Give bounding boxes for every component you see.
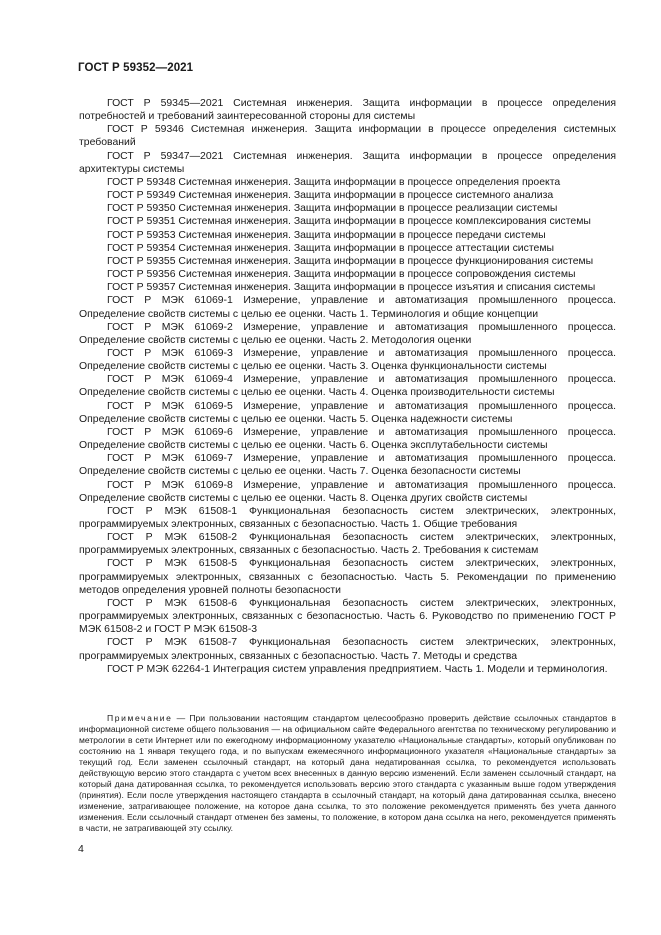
page-number: 4 <box>78 843 84 855</box>
reference-item: ГОСТ Р 59355 Системная инженерия. Защита информации в процессе функционирования системы <box>107 255 594 267</box>
reference-item: ГОСТ Р МЭК 61508-7 Функциональная безопасность систем электрических, электронных, программируемых электронных, связанных с безопасностью. Часть 7. Методы и средства <box>79 637 616 662</box>
note-paragraph <box>79 713 616 835</box>
reference-list <box>79 97 616 676</box>
reference-item: ГОСТ Р МЭК 61069-1 Измерение, управление и автоматизация промышленного процесса. Определение свойств системы с целью ее оценки. Часть 1. Терминология и общие концепции <box>79 295 616 320</box>
reference-item: ГОСТ Р МЭК 61069-4 Измерение, управление и автоматизация промышленного процесса. Определение свойств системы с целью ее оценки. Часть 4. Оценка производительности системы <box>79 374 616 399</box>
reference-item: ГОСТ Р 59350 Системная инженерия. Защита информации в процессе реализации системы <box>107 203 558 215</box>
reference-item: ГОСТ Р МЭК 61069-3 Измерение, управление и автоматизация промышленного процесса. Определение свойств системы с целью ее оценки. Часть 3. Оценка функциональности системы <box>79 347 616 373</box>
reference-item: ГОСТ Р 59351 Системная инженерия. Защита информации в процессе комплексирования системы <box>107 216 591 228</box>
reference-item: ГОСТ Р 59346 Системная инженерия. Защита информации в процессе определения системных требований <box>79 124 616 149</box>
reference-item: ГОСТ Р МЭК 61069-7 Измерение, управление и автоматизация промышленного процесса. Определение свойств системы с целью ее оценки. Часть 7. Оценка безопасности системы <box>79 453 616 478</box>
reference-item: ГОСТ Р МЭК 61508-1 Функциональная безопасность систем электрических, электронных, программируемых электронных, связанных с безопасностью. Часть 1. Общие требования <box>79 505 616 530</box>
note-label: Примечание <box>107 712 173 723</box>
reference-item: ГОСТ Р 59349 Системная инженерия. Защита информации в процессе системного анализа <box>107 190 554 202</box>
reference-item: ГОСТ Р МЭК 61508-5 Функциональная безопасность систем электрических, электронных, программируемых электронных, связанных с безопасностью. Часть 5. Рекомендации по применению методов определения уровней полноты безопасности <box>79 558 616 596</box>
reference-item: ГОСТ Р МЭК 62264-1 Интеграция систем управления предприятием. Часть 1. Модели и терминология. <box>107 663 608 675</box>
reference-item: ГОСТ Р 59347—2021 Системная инженерия. Защита информации в процессе определения архитектуры системы <box>79 150 616 175</box>
reference-item: ГОСТ Р МЭК 61069-5 Измерение, управление и автоматизация промышленного процесса. Определение свойств системы с целью ее оценки. Часть 5. Оценка надежности системы <box>79 400 616 425</box>
reference-item: ГОСТ Р МЭК 61069-6 Измерение, управление и автоматизация промышленного процесса. Определение свойств системы с целью ее оценки. Часть 6. Оценка эксплутабельности системы <box>79 426 616 452</box>
document-header: ГОСТ Р 59352—2021 <box>78 62 194 74</box>
reference-item: ГОСТ Р 59356 Системная инженерия. Защита информации в процессе сопровождения системы <box>107 269 576 281</box>
reference-item: ГОСТ Р 59357 Системная инженерия. Защита информации в процессе изъятия и списания системы <box>107 282 596 294</box>
note-text: — При пользовании настоящим стандартом целесообразно проверить действие ссылочных стандартов в информационной системе общего пользования — на официальном сайте Федерального агентства по техническому регулированию и метрологии в сети Интернет или по ежегодному информационному указателю «Национальные стандарты», который опубликован по состоянию на 1 января текущего года, и по выпускам ежемесячного информационного указателя «Национальные стандарты» за текущий год. Если заменен ссылочный стандарт, на который дана недатированная ссылка, то рекомендуется использовать действующую версию этого стандарта с учетом всех внесенных в данную версию изменений. Если заменен ссылочный стандарт, на который дана датированная ссылка, то рекомендуется использовать версию этого стандарта с указанным выше годом утверждения (принятия). Если после утверждения настоящего стандарта в ссылочный стандарт, на который дана датированная ссылка, внесено изменение, затрагивающее положение, на которое дана ссылка, то это положение рекомендуется применять без учета данного изменения. Если ссылочный стандарт отменен без замены, то положение, в котором дана ссылка на него, рекомендуется применять в части, не затрагивающей эту ссылку. <box>79 712 616 834</box>
reference-item: ГОСТ Р МЭК 61508-2 Функциональная безопасность систем электрических, электронных, программируемых электронных, связанных с безопасностью. Часть 2. Требования к системам <box>79 532 616 557</box>
reference-item: ГОСТ Р МЭК 61508-6 Функциональная безопасность систем электрических, электронных, программируемых электронных, связанных с безопасностью. Часть 6. Руководство по применению ГОСТ Р МЭК 61508-2 и ГОСТ Р МЭК 61508-3 <box>79 597 616 636</box>
reference-item: ГОСТ Р 59345—2021 Системная инженерия. Защита информации в процессе определения потребностей и требований заинтересованной стороны для системы <box>79 98 616 123</box>
reference-item: ГОСТ Р 59354 Системная инженерия. Защита информации в процессе аттестации системы <box>107 242 555 254</box>
reference-item: ГОСТ Р 59348 Системная инженерия. Защита информации в процессе определения проекта <box>107 176 561 188</box>
reference-item: ГОСТ Р 59353 Системная инженерия. Защита информации в процессе передачи системы <box>107 229 546 241</box>
reference-item: ГОСТ Р МЭК 61069-2 Измерение, управление и автоматизация промышленного процесса. Определение свойств системы с целью ее оценки. Часть 2. Методология оценки <box>79 321 616 346</box>
reference-item: ГОСТ Р МЭК 61069-8 Измерение, управление и автоматизация промышленного процесса. Определение свойств системы с целью ее оценки. Часть 8. Оценка других свойств системы <box>79 479 616 504</box>
